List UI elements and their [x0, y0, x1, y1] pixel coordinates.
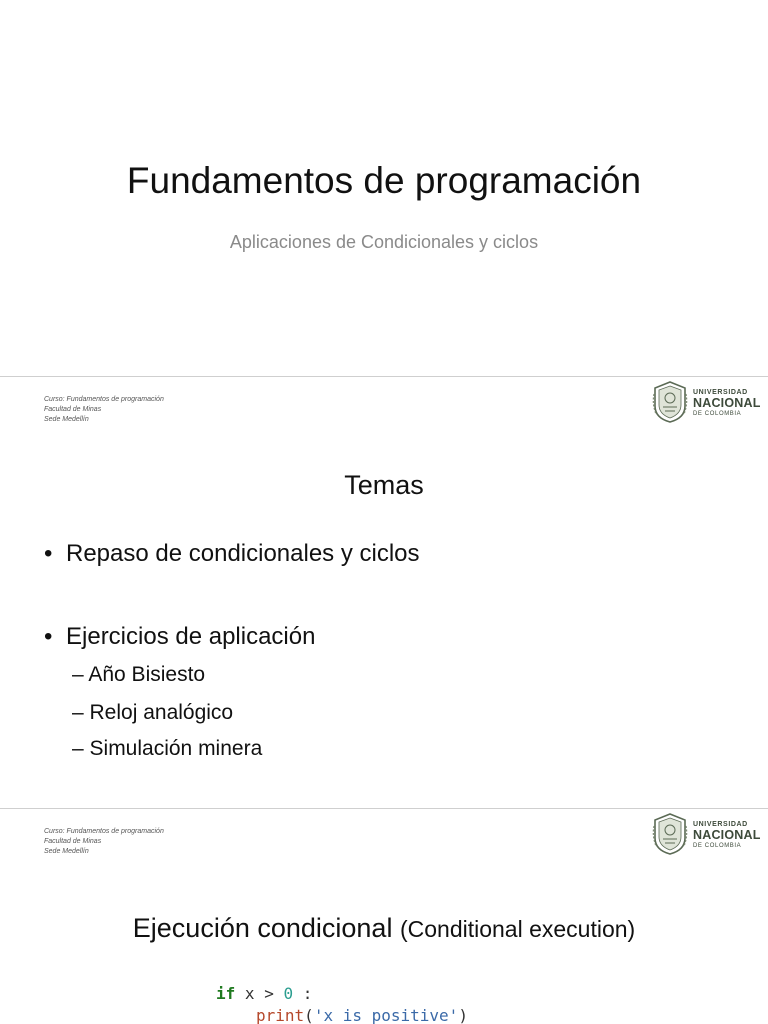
dash-icon: – — [72, 701, 90, 724]
footer-course-info — [44, 827, 164, 857]
footer-course-info — [44, 395, 164, 425]
slide-topics-heading: Temas — [344, 470, 424, 500]
bullet-icon: • — [44, 623, 53, 650]
sub-item: – Reloj analógico — [72, 701, 234, 724]
logo-wordmark: UNIVERSIDAD NACIONAL DE COLOMBIA — [693, 389, 761, 417]
heading-translation: (Conditional execution) — [399, 916, 636, 942]
bullet-icon: • — [44, 540, 53, 567]
footer-line-course: Curso: Fundamentos de programación — [44, 396, 164, 403]
slide-title — [0, 0, 768, 375]
footer-line-course: Curso: Fundamentos de programación — [44, 828, 164, 835]
dash-icon: – — [72, 663, 89, 686]
footer-line-faculty: Facultad de Minas — [44, 838, 102, 845]
logo-wordmark: UNIVERSIDAD NACIONAL DE COLOMBIA — [693, 821, 761, 849]
code-line-print: print('x is positive') — [256, 1006, 468, 1024]
footer-line-campus: Sede Medellín — [44, 848, 89, 855]
code-line-if: if x > 0 : — [216, 984, 313, 1003]
dash-icon: – — [72, 737, 90, 760]
bullet-item: • Repaso de condicionales y ciclos — [44, 540, 420, 567]
university-logo — [652, 378, 768, 426]
slide-title-heading: Fundamentos de programación — [126, 160, 642, 201]
slide-conditional-heading: Ejecución condicional (Conditional execution) — [132, 913, 636, 943]
slide-subtitle: Aplicaciones de Condicionales y ciclos — [229, 232, 539, 252]
bullet-item: • Ejercicios de aplicación — [44, 623, 316, 650]
footer-line-faculty: Facultad de Minas — [44, 406, 102, 413]
sub-item: – Simulación minera — [72, 737, 263, 760]
slide-divider — [0, 376, 768, 377]
sub-item: – Año Bisiesto — [72, 663, 206, 686]
slide-divider — [0, 808, 768, 809]
university-seal-icon — [652, 380, 688, 424]
university-seal-icon — [652, 812, 688, 856]
university-logo — [652, 810, 768, 858]
footer-line-campus: Sede Medellín — [44, 416, 89, 423]
